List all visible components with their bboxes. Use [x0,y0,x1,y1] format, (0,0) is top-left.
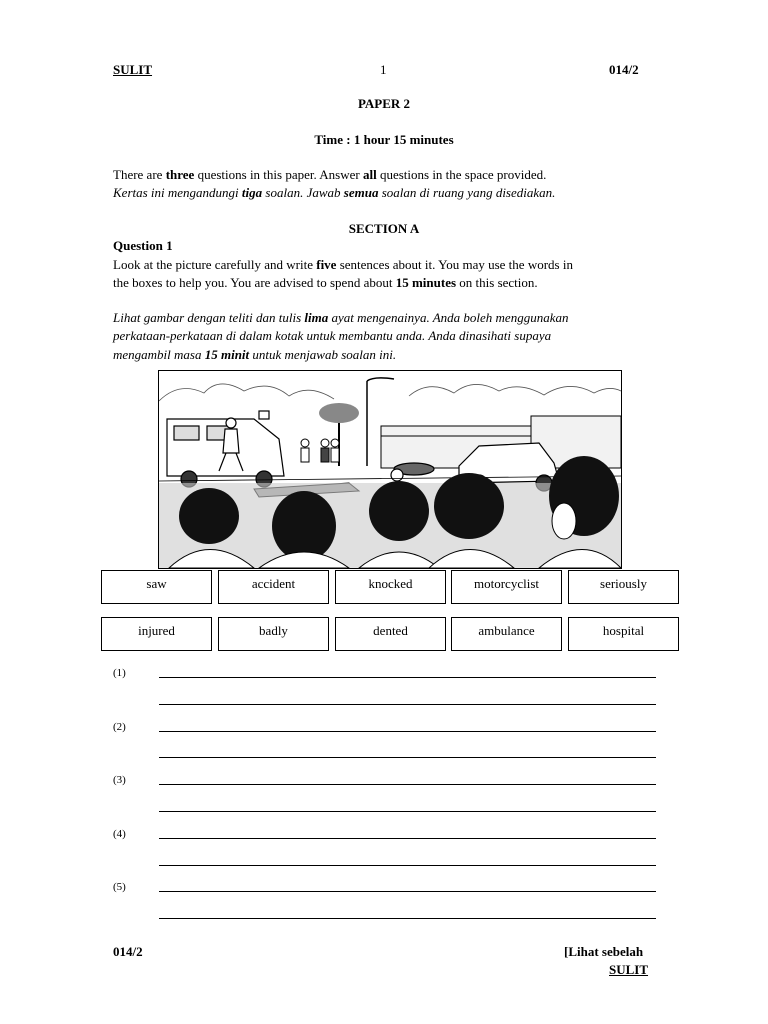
instructions-malay: Kertas ini mengandungi tiga soalan. Jawab semua soalan di ruang yang disediakan. [113,185,556,200]
answer-writing-line[interactable] [159,891,656,892]
footer-next-page: [Lihat sebelah [564,944,644,959]
word-box: injured [101,617,212,651]
word-box: accident [218,570,329,604]
question-text-malay-line3: mengambil masa 15 minit untuk menjawab soalan ini. [113,347,397,362]
answer-number: (5) [113,881,126,893]
answer-writing-line[interactable] [159,677,656,678]
header-code: 014/2 [609,62,639,77]
answer-number: (2) [113,721,126,733]
word-box: ambulance [451,617,562,651]
answer-writing-line[interactable] [159,757,656,758]
section-title: SECTION A [348,221,420,236]
header-sulit: SULIT [113,62,153,77]
answer-number: (3) [113,774,126,786]
time-allowed: Time : 1 hour 15 minutes [314,132,454,147]
word-box: hospital [568,617,679,651]
question-text-malay-line2: perkataan-perkataan di dalam kotak untuk membantu anda. Anda dinasihati supaya [113,328,552,343]
paper-title: PAPER 2 [357,96,411,111]
answer-writing-line[interactable] [159,784,656,785]
footer-sulit: SULIT [609,962,649,977]
answer-writing-line[interactable] [159,704,656,705]
question-title: Question 1 [113,238,173,253]
question-text-english-line2: the boxes to help you. You are advised to spend about 15 minutes on this section. [113,275,538,290]
word-box: knocked [335,570,446,604]
instructions-english: There are three questions in this paper. Answer all questions in the space provided. [113,167,547,182]
word-box: motorcyclist [451,570,562,604]
word-box: seriously [568,570,679,604]
footer-code: 014/2 [113,944,143,959]
answer-number: (4) [113,828,126,840]
question-text-english-line1: Look at the picture carefully and write five sentences about it. You may use the words in [113,257,573,272]
word-box: saw [101,570,212,604]
answer-writing-line[interactable] [159,865,656,866]
accident-scene-illustration [159,371,621,568]
answer-number: (1) [113,667,126,679]
question-text-malay-line1: Lihat gambar dengan teliti dan tulis lima ayat mengenainya. Anda boleh menggunakan [113,310,569,325]
page-number: 1 [380,62,387,77]
answer-writing-line[interactable] [159,838,656,839]
word-box: dented [335,617,446,651]
accident-scene-picture [158,370,622,569]
bystanders [301,439,339,462]
answer-writing-line[interactable] [159,918,656,919]
answer-writing-line[interactable] [159,811,656,812]
word-box: badly [218,617,329,651]
answer-writing-line[interactable] [159,731,656,732]
